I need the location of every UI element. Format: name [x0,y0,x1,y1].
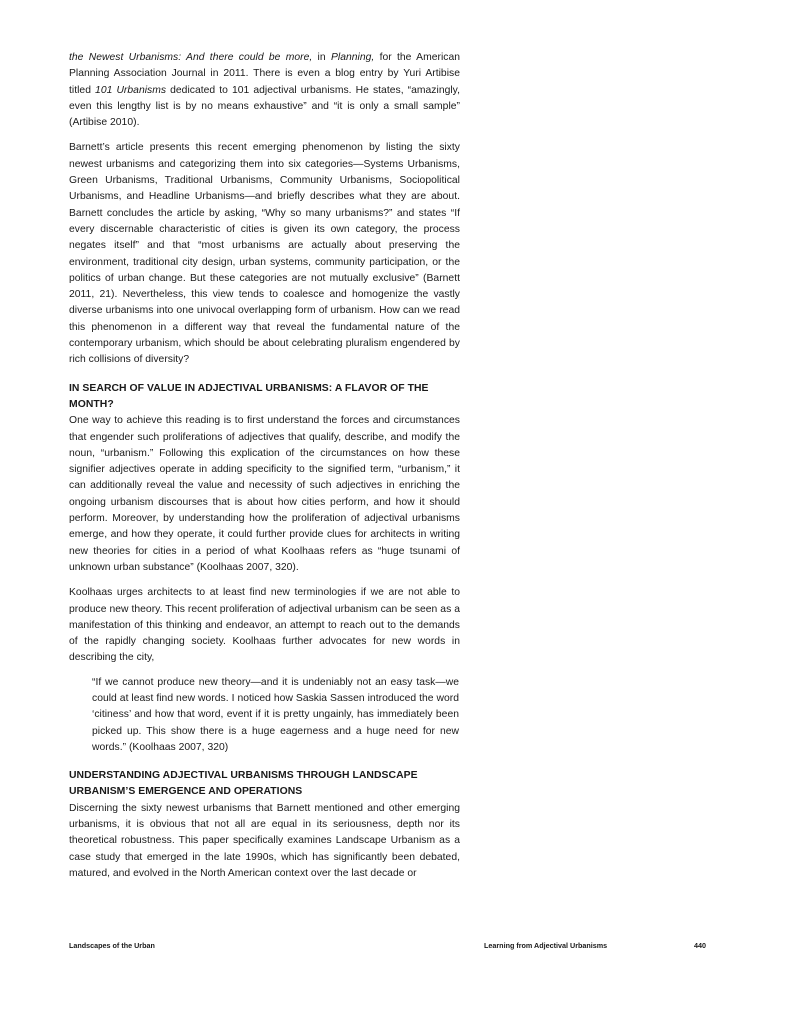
main-text-column [69,50,460,891]
footer-chapter-title: Learning from Adjectival Urbanisms [484,941,608,950]
section-heading-value: IN SEARCH OF VALUE IN ADJECTIVAL URBANISMS: A FLAVOR OF THE MONTH? [69,382,429,410]
italic-title: the Newest Urbanisms: And there could be more, [69,52,313,63]
paragraph-discerning: Discerning the sixty newest urbanisms that Barnett mentioned and other emerging urbanisms, it is obvious that not all are equal in its seriousness, depth nor its theoretical robustness. This paper specifically examines Landscape Urbanism as a case study that emerged in the late 1990s, which has significantly been debated, matured, and evolved in the North American context over the last decade or [69,802,460,879]
footer-book-title: Landscapes of the Urban [69,941,155,950]
text-run: dedicated to 101 adjectival urbanisms. He states, “amazingly, even this lengthy list is by no means exhaustive” and “it is only a small sample” (Artibise 2010). [69,84,460,129]
paragraph-continuation [69,50,460,131]
paragraph-reading: One way to achieve this reading is to first understand the forces and circumstances that engender such proliferations of adjectives that qualify, describe, and modify the noun, “urbanism.” Following this explication of the circumstances on how these signifier adjectives operate in adding specificity to the signified term, “urbanism,” it can additionally reveal the value and necessity of such adjectives in enriching the ongoing urbanism discourses that is about how cities perform, and how it should perform. Moreover, by understanding how the proliferation of adjectival urbanisms emerge, and how they operate, it could further provide clues for architects in writing new theories for cities in a period of what Koolhaas refers as “huge tsunami of unknown urban substance” (Koolhaas 2007, 320). [69,415,460,573]
block-quote: “If we cannot produce new theory—and it is undeniably not an easy task—we could at least find new words. I noticed how Saskia Sassen introduced the word ‘citiness’ and how that word, event if it is pretty ungainly, has immediately been picked up. This show there is a huge eagerness and a huge need for new words.” (Koolhaas 2007, 320) [92,676,459,753]
italic-publication: Planning, [330,52,375,63]
footer-page-number: 440 [694,941,706,950]
paragraph-barnett: Barnett’s article presents this recent emerging phenomenon by listing the sixty newest urbanisms and categorizing them into six categories—Systems Urbanisms, Green Urbanisms, Traditional Urbanisms, Community Urbanisms, Sociopolitical Urbanisms, and Headline Urbanisms—and briefly describes what they are about. Barnett concludes the article by asking, “Why so many urbanisms?” and states “If every discernable characteristic of cities is given its own category, the process negates itself” and that “most urbanisms are actually about preserving the environment, traditional city design, urban systems, community participation, or the politics of urban change. But these categories are not mutually exclusive” (Barnett 2011, 21). Nevertheless, this view tends to coalesce and homogenize the vastly diverse urbanisms into one univocal overlapping form of urbanism. How can we read this phenomenon in a different way that reveal the fundamental nature of the contemporary urbanism, which should be about celebrating pluralism engendered by rich collisions of diversity? [69,142,460,366]
paragraph-koolhaas: Koolhaas urges architects to at least find new terminologies if we are not able to produce new theory. This recent proliferation of adjectival urbanism can be seen as a manifestation of this thinking and endeavor, an attempt to reach out to the demands of the rapidly changing society. Koolhaas further advocates for new words in describing the city, [69,587,460,664]
section-heading-landscape: UNDERSTANDING ADJECTIVAL URBANISMS THROUGH LANDSCAPE URBANISM’S EMERGENCE AND OPERATIONS [69,770,418,798]
text-run: for the American Planning Association Journal in 2011. There is even a blog entry by Yuri Artibise titled [69,52,461,96]
text-run: in [312,52,331,63]
italic-blog-title: 101 Urbanisms [95,84,167,96]
